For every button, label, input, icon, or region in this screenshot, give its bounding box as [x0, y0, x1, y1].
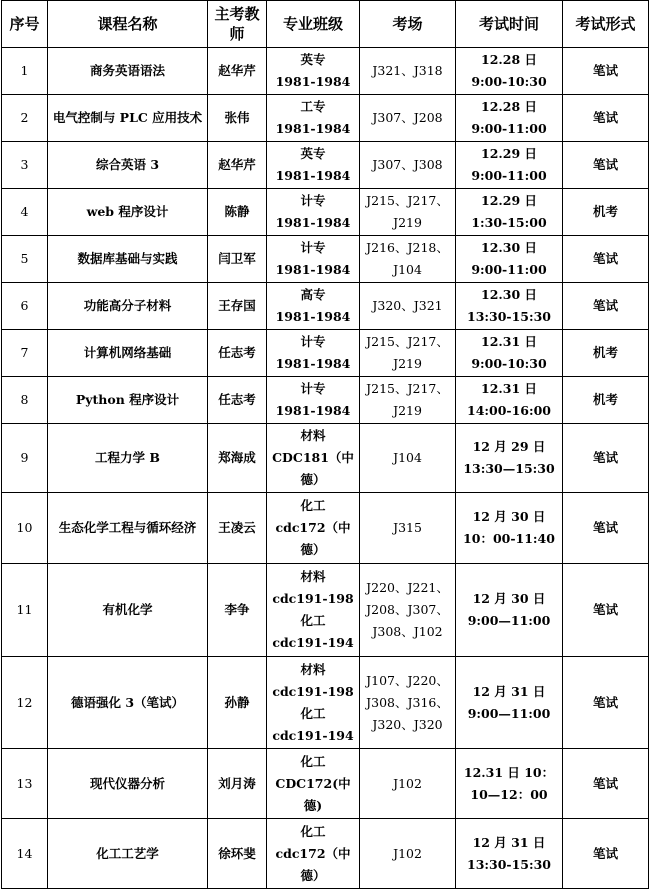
- table-row: [2, 48, 649, 95]
- row-number: 13: [2, 749, 48, 819]
- table-row: [2, 657, 649, 749]
- exam-room: J315: [360, 493, 456, 564]
- class-name: 化工 cdc172（中 德）: [267, 819, 360, 889]
- table-row: [2, 564, 649, 657]
- row-number: 2: [2, 95, 48, 142]
- course-name: 工程力学 B: [48, 424, 208, 493]
- teacher-name: 王存国: [208, 283, 267, 330]
- course-name: 德语强化 3（笔试）: [48, 657, 208, 749]
- teacher-name: 赵华芹: [208, 48, 267, 95]
- exam-form: 笔试: [563, 283, 649, 330]
- class-name: 计专 1981-1984: [267, 189, 360, 236]
- teacher-name: 闫卫军: [208, 236, 267, 283]
- header-cell-room: 考场: [360, 1, 456, 48]
- teacher-name: 任志考: [208, 377, 267, 424]
- header-cell-course: 课程名称: [48, 1, 208, 48]
- header-cell-form: 考试形式: [563, 1, 649, 48]
- course-name: 商务英语语法: [48, 48, 208, 95]
- table-row: [2, 236, 649, 283]
- exam-time: 12.31 日 9:00-10:30: [456, 330, 563, 377]
- class-name: 化工 CDC172(中 德): [267, 749, 360, 819]
- exam-room: J107、J220、 J308、J316、 J320、J320: [360, 657, 456, 749]
- exam-form: 笔试: [563, 424, 649, 493]
- course-name: 功能高分子材料: [48, 283, 208, 330]
- exam-room: J220、J221、 J208、J307、 J308、J102: [360, 564, 456, 657]
- row-number: 9: [2, 424, 48, 493]
- table-row: [2, 142, 649, 189]
- table-row: [2, 283, 649, 330]
- table-row: [2, 377, 649, 424]
- exam-time: 12 月 31 日 13:30-15:30: [456, 819, 563, 889]
- exam-time: 12.31 日 14:00-16:00: [456, 377, 563, 424]
- row-number: 11: [2, 564, 48, 657]
- exam-form: 笔试: [563, 749, 649, 819]
- teacher-name: 刘月涛: [208, 749, 267, 819]
- exam-time: 12.29 日 1:30-15:00: [456, 189, 563, 236]
- row-number: 4: [2, 189, 48, 236]
- header-cell-time: 考试时间: [456, 1, 563, 48]
- exam-room: J215、J217、 J219: [360, 330, 456, 377]
- class-name: 计专 1981-1984: [267, 330, 360, 377]
- exam-room: J307、J208: [360, 95, 456, 142]
- exam-time: 12 月 29 日 13:30—15:30: [456, 424, 563, 493]
- teacher-name: 张伟: [208, 95, 267, 142]
- exam-schedule-table: [1, 0, 649, 889]
- teacher-name: 任志考: [208, 330, 267, 377]
- course-name: Python 程序设计: [48, 377, 208, 424]
- class-name: 材料 cdc191-198 化工 cdc191-194: [267, 657, 360, 749]
- exam-time: 12 月 31 日 9:00—11:00: [456, 657, 563, 749]
- class-name: 材料 CDC181（中 德）: [267, 424, 360, 493]
- course-name: 生态化学工程与循环经济: [48, 493, 208, 564]
- exam-time: 12 月 30 日 10：00-11:40: [456, 493, 563, 564]
- course-name: 有机化学: [48, 564, 208, 657]
- teacher-name: 李争: [208, 564, 267, 657]
- class-name: 英专 1981-1984: [267, 142, 360, 189]
- exam-form: 机考: [563, 330, 649, 377]
- exam-time: 12.30 日 9:00-11:00: [456, 236, 563, 283]
- class-name: 计专 1981-1984: [267, 236, 360, 283]
- teacher-name: 孙静: [208, 657, 267, 749]
- exam-form: 机考: [563, 189, 649, 236]
- table-row: [2, 819, 649, 889]
- exam-form: 笔试: [563, 819, 649, 889]
- row-number: 7: [2, 330, 48, 377]
- class-name: 工专 1981-1984: [267, 95, 360, 142]
- class-name: 英专 1981-1984: [267, 48, 360, 95]
- exam-form: 机考: [563, 377, 649, 424]
- row-number: 12: [2, 657, 48, 749]
- table-row: [2, 749, 649, 819]
- teacher-name: 郑海成: [208, 424, 267, 493]
- course-name: web 程序设计: [48, 189, 208, 236]
- exam-form: 笔试: [563, 236, 649, 283]
- exam-form: 笔试: [563, 657, 649, 749]
- exam-time: 12 月 30 日 9:00—11:00: [456, 564, 563, 657]
- row-number: 14: [2, 819, 48, 889]
- class-name: 材料 cdc191-198 化工 cdc191-194: [267, 564, 360, 657]
- header-cell-no: 序号: [2, 1, 48, 48]
- row-number: 6: [2, 283, 48, 330]
- exam-room: J102: [360, 819, 456, 889]
- class-name: 计专 1981-1984: [267, 377, 360, 424]
- row-number: 1: [2, 48, 48, 95]
- table-row: [2, 95, 649, 142]
- exam-time: 12.28 日 9:00-10:30: [456, 48, 563, 95]
- row-number: 10: [2, 493, 48, 564]
- exam-room: J320、J321: [360, 283, 456, 330]
- exam-form: 笔试: [563, 142, 649, 189]
- row-number: 8: [2, 377, 48, 424]
- header-cell-class: 专业班级: [267, 1, 360, 48]
- header-cell-teacher: 主考教师: [208, 1, 267, 48]
- exam-time: 12.28 日 9:00-11:00: [456, 95, 563, 142]
- exam-form: 笔试: [563, 564, 649, 657]
- exam-room: J215、J217、 J219: [360, 377, 456, 424]
- course-name: 数据库基础与实践: [48, 236, 208, 283]
- course-name: 电气控制与 PLC 应用技术: [48, 95, 208, 142]
- table-row: [2, 189, 649, 236]
- row-number: 3: [2, 142, 48, 189]
- exam-time: 12.30 日 13:30-15:30: [456, 283, 563, 330]
- exam-room: J321、J318: [360, 48, 456, 95]
- exam-room: J102: [360, 749, 456, 819]
- course-name: 化工工艺学: [48, 819, 208, 889]
- header-row: [2, 1, 649, 48]
- row-number: 5: [2, 236, 48, 283]
- exam-room: J216、J218、 J104: [360, 236, 456, 283]
- teacher-name: 陈静: [208, 189, 267, 236]
- teacher-name: 赵华芹: [208, 142, 267, 189]
- exam-time: 12.29 日 9:00-11:00: [456, 142, 563, 189]
- teacher-name: 徐环斐: [208, 819, 267, 889]
- exam-room: J215、J217、 J219: [360, 189, 456, 236]
- teacher-name: 王凌云: [208, 493, 267, 564]
- exam-form: 笔试: [563, 48, 649, 95]
- table-row: [2, 330, 649, 377]
- course-name: 综合英语 3: [48, 142, 208, 189]
- table-row: [2, 424, 649, 493]
- course-name: 计算机网络基础: [48, 330, 208, 377]
- exam-room: J104: [360, 424, 456, 493]
- table-row: [2, 493, 649, 564]
- exam-form: 笔试: [563, 493, 649, 564]
- class-name: 化工 cdc172（中 德）: [267, 493, 360, 564]
- course-name: 现代仪器分析: [48, 749, 208, 819]
- exam-time: 12.31 日 10： 10—12：00: [456, 749, 563, 819]
- exam-form: 笔试: [563, 95, 649, 142]
- exam-room: J307、J308: [360, 142, 456, 189]
- class-name: 高专 1981-1984: [267, 283, 360, 330]
